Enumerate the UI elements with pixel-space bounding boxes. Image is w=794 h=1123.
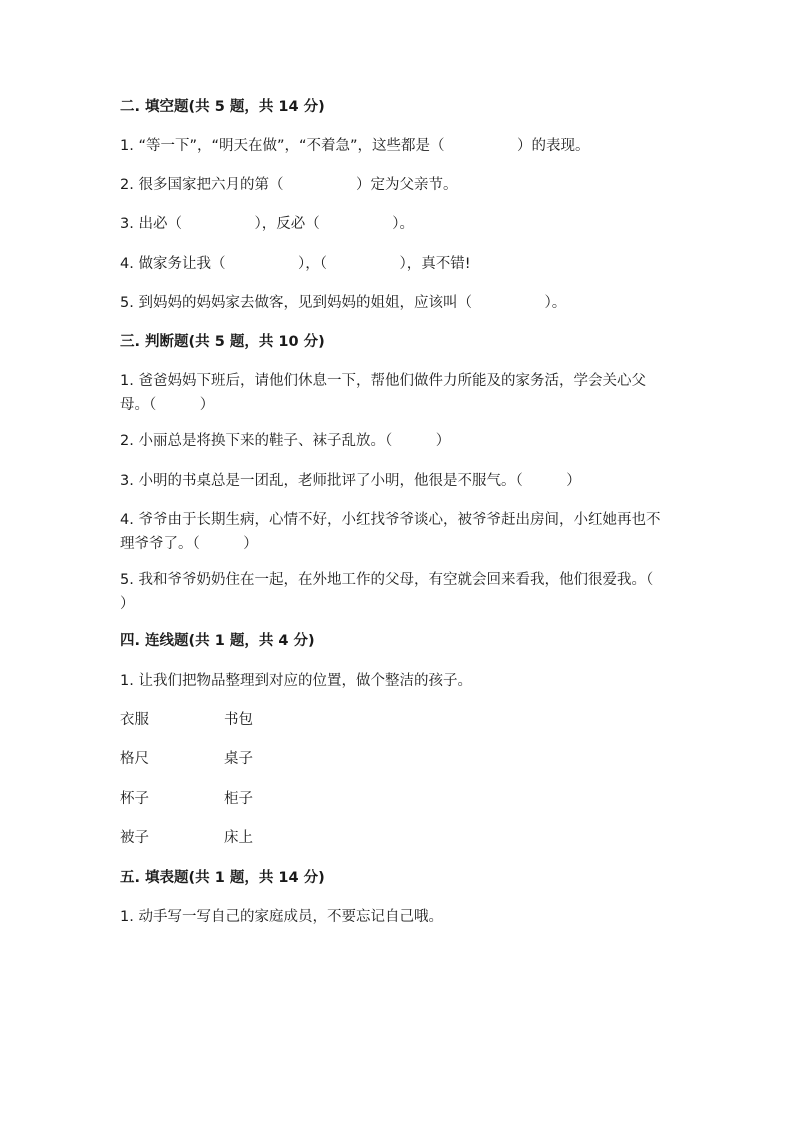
fill-in-question-2: 2. 很多国家把六月的第（ ）定为父亲节。 (120, 177, 458, 193)
matching-left-item: 衣服 (120, 712, 149, 728)
section-heading-matching: 四. 连线题(共 1 题，共 4 分) (120, 633, 315, 649)
matching-question-1: 1. 让我们把物品整理到对应的位置，做个整洁的孩子。 (120, 673, 472, 689)
matching-left-item: 被子 (120, 830, 149, 846)
true-false-question-1: 1. 爸爸妈妈下班后，请他们休息一下，帮他们做件力所能及的家务活，学会关心父母。（ ） (120, 373, 646, 413)
true-false-question-5: 5. 我和爷爷奶奶住在一起，在外地工作的父母，有空就会回来看我，他们很爱我。（ ） (120, 572, 697, 612)
fill-in-question-1: 1. “等一下”，“明天在做”，“不着急”，这些都是（ ）的表现。 (120, 138, 590, 154)
section-heading-table: 五. 填表题(共 1 题，共 14 分) (120, 870, 325, 886)
table-question-1: 1. 动手写一写自己的家庭成员，不要忘记自己哦。 (120, 909, 443, 925)
matching-left-item: 杯子 (120, 791, 149, 807)
fill-in-question-5: 5. 到妈妈的妈妈家去做客，见到妈妈的姐姐，应该叫（ ）。 (120, 295, 567, 311)
true-false-question-2: 2. 小丽总是将换下来的鞋子、袜子乱放。（ ） (120, 433, 451, 449)
true-false-question-3: 3. 小明的书桌总是一团乱，老师批评了小明，他很是不服气。（ ） (120, 473, 581, 489)
matching-left-item: 格尺 (120, 751, 149, 767)
fill-in-question-3: 3. 出必（ ），反必（ ）。 (120, 216, 414, 232)
section-heading-fill-in: 二. 填空题(共 5 题，共 14 分) (120, 99, 325, 115)
matching-right-item: 桌子 (224, 751, 253, 767)
matching-right-item: 床上 (224, 830, 253, 846)
matching-right-item: 书包 (224, 712, 253, 728)
matching-right-item: 柜子 (224, 791, 253, 807)
true-false-question-4: 4. 爷爷由于长期生病，心情不好，小红找爷爷谈心，被爷爷赶出房间，小红她再也不理爷爷了。（ ） (120, 512, 661, 552)
section-heading-true-false: 三. 判断题(共 5 题，共 10 分) (120, 334, 325, 350)
fill-in-question-4: 4. 做家务让我（ ），（ ），真不错! (120, 256, 471, 272)
